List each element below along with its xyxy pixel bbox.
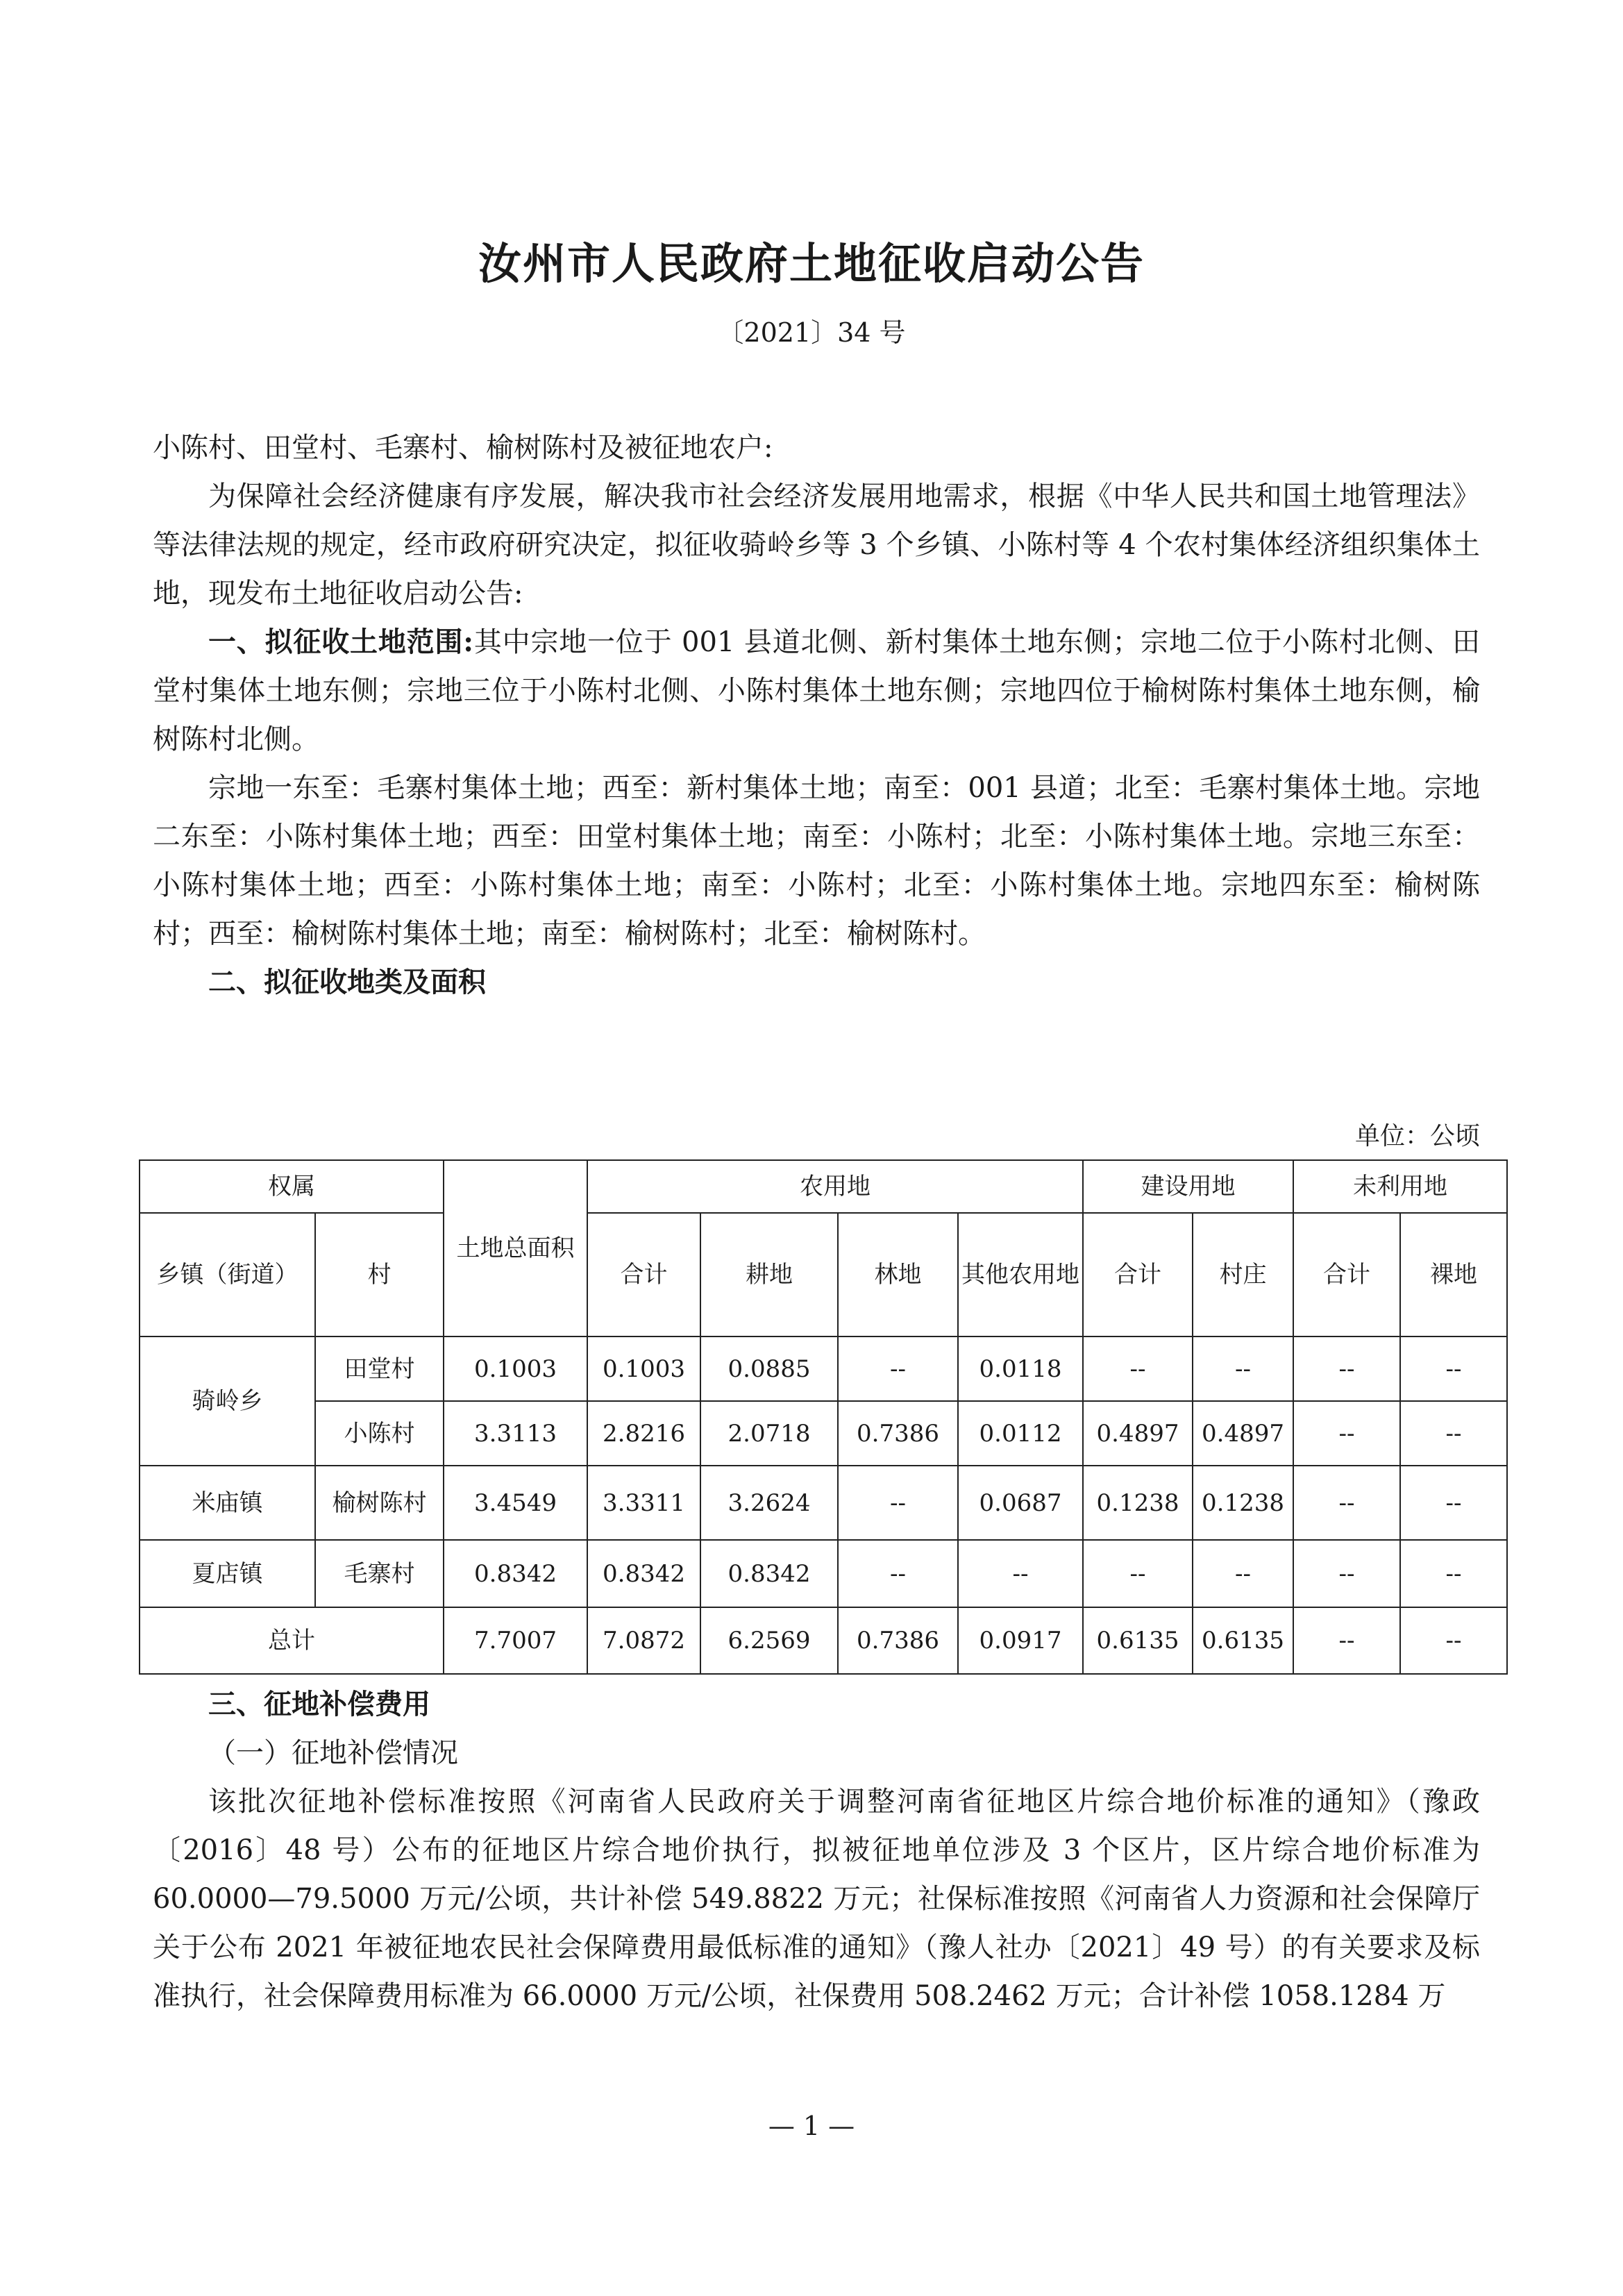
land-area-table	[139, 1159, 1508, 1675]
value-cell: 3.4549	[444, 1466, 587, 1540]
value-cell: 0.8342	[444, 1540, 587, 1607]
value-cell: 3.3311	[587, 1466, 700, 1540]
table-row	[140, 1401, 1507, 1466]
total-cell: 0.7386	[838, 1607, 958, 1674]
value-cell: --	[1193, 1540, 1293, 1607]
value-cell: 2.8216	[587, 1401, 700, 1466]
section1-text: 其中宗地一位于 001 县道北侧、新村集体土地东侧；宗地二位于小陈村北侧、田堂村集体土地东侧；宗地三位于小陈村北侧、小陈村集体土地东侧；宗地四位于榆树陈村集体土地东侧，榆树陈村北侧。	[153, 626, 1481, 755]
unit-label: 单位：公顷	[1354, 1122, 1480, 1150]
value-cell: 0.0118	[958, 1336, 1083, 1401]
header-cultivated: 耕地	[700, 1213, 838, 1336]
value-cell: --	[1293, 1466, 1400, 1540]
header-other-agri: 其他农用地	[958, 1213, 1083, 1336]
compensation-paragraph: 该批次征地补偿标准按照《河南省人民政府关于调整河南省征地区片综合地价标准的通知》（豫政〔2016〕48 号）公布的征地区片综合地价执行，拟被征地单位涉及 3 个区片，区片综合地价标准为 60.0000—79.5000 万元/公顷，共计补偿 549.8822 万元；社保标准按照《河南省人力资源和社会保障厅关于公布 2021 年被征地农民社会保障费用最低标准的通知》（豫人社办〔2021〕49 号）的有关要求及标准执行，社会保障费用标准为 66.0000 万元/公顷，社保费用 508.2462 万元；合计补偿 1058.1284 万	[153, 1786, 1480, 2012]
header-ownership: 权属	[140, 1160, 444, 1213]
table-row	[140, 1466, 1507, 1540]
value-cell: --	[1083, 1336, 1193, 1401]
value-cell: --	[1293, 1401, 1400, 1466]
value-cell: --	[838, 1540, 958, 1607]
value-cell: 0.0885	[700, 1336, 838, 1401]
body-section-1	[153, 424, 1480, 1007]
value-cell: --	[838, 1466, 958, 1540]
header-unused-subtotal: 合计	[1293, 1213, 1400, 1336]
value-cell: --	[1293, 1540, 1400, 1607]
value-cell: --	[1400, 1540, 1507, 1607]
intro-paragraph: 为保障社会经济健康有序发展，解决我市社会经济发展用地需求，根据《中华人民共和国土地管理法》等法律法规的规定，经市政府研究决定，拟征收骑岭乡等 3 个乡镇、小陈村等 4 个农村集体经济组织集体土地，现发布土地征收启动公告:	[153, 480, 1480, 610]
total-cell: 0.0917	[958, 1607, 1083, 1674]
value-cell: 0.0687	[958, 1466, 1083, 1540]
village-cell: 田堂村	[315, 1336, 444, 1401]
value-cell: 2.0718	[700, 1401, 838, 1466]
total-cell: 0.6135	[1083, 1607, 1193, 1674]
total-cell: --	[1293, 1607, 1400, 1674]
value-cell: --	[1400, 1466, 1507, 1540]
village-cell: 小陈村	[315, 1401, 444, 1466]
value-cell: --	[1400, 1401, 1507, 1466]
header-agricultural: 农用地	[587, 1160, 1083, 1213]
value-cell: --	[1193, 1336, 1293, 1401]
value-cell: 0.1238	[1083, 1466, 1193, 1540]
section3-subheading: （一）征地补偿情况	[208, 1737, 458, 1769]
value-cell: --	[958, 1540, 1083, 1607]
section2-heading: 二、拟征收地类及面积	[208, 966, 486, 998]
header-town: 乡镇（街道）	[140, 1213, 315, 1336]
table-row	[140, 1540, 1507, 1607]
total-label: 总计	[140, 1607, 444, 1674]
header-construction-subtotal: 合计	[1083, 1213, 1193, 1336]
village-cell: 榆树陈村	[315, 1466, 444, 1540]
total-cell: 6.2569	[700, 1607, 838, 1674]
value-cell: 0.8342	[587, 1540, 700, 1607]
total-cell: 0.6135	[1193, 1607, 1293, 1674]
value-cell: --	[838, 1336, 958, 1401]
value-cell: 3.2624	[700, 1466, 838, 1540]
town-cell: 米庙镇	[140, 1466, 315, 1540]
header-forest: 林地	[838, 1213, 958, 1336]
total-cell: --	[1400, 1607, 1507, 1674]
document-title: 汝州市人民政府土地征收启动公告	[478, 238, 1145, 289]
header-construction-village: 村庄	[1193, 1213, 1293, 1336]
section3-heading: 三、征地补偿费用	[208, 1688, 430, 1720]
value-cell: 0.1003	[444, 1336, 587, 1401]
value-cell: 0.0112	[958, 1401, 1083, 1466]
value-cell: --	[1293, 1336, 1400, 1401]
page-number: — 1 —	[768, 2111, 855, 2141]
value-cell: 0.8342	[700, 1540, 838, 1607]
value-cell: 0.4897	[1193, 1401, 1293, 1466]
body-section-3	[153, 1680, 1480, 2020]
value-cell: 0.4897	[1083, 1401, 1193, 1466]
document-number: 〔2021〕34 号	[717, 317, 906, 348]
value-cell: --	[1400, 1336, 1507, 1401]
header-total-area: 土地总面积	[444, 1160, 587, 1336]
table-row	[140, 1336, 1507, 1401]
header-unused-bare: 裸地	[1400, 1213, 1507, 1336]
header-agri-subtotal: 合计	[587, 1213, 700, 1336]
total-row	[140, 1607, 1507, 1674]
town-cell: 夏店镇	[140, 1540, 315, 1607]
section1-paragraph	[153, 618, 1480, 764]
header-unused: 未利用地	[1293, 1160, 1507, 1213]
value-cell: 0.7386	[838, 1401, 958, 1466]
header-village: 村	[315, 1213, 444, 1336]
total-cell: 7.7007	[444, 1607, 587, 1674]
value-cell: 3.3113	[444, 1401, 587, 1466]
addressee: 小陈村、田堂村、毛寨村、榆树陈村及被征地农户:	[153, 432, 773, 464]
boundaries-paragraph: 宗地一东至：毛寨村集体土地；西至：新村集体土地；南至：001 县道；北至：毛寨村集体土地。宗地二东至：小陈村集体土地；西至：田堂村集体土地；南至：小陈村；北至：小陈村集体土地。宗地三东至：小陈村集体土地；西至：小陈村集体土地；南至：小陈村；北至：小陈村集体土地。宗地四东至：榆树陈村；西至：榆树陈村集体土地；南至：榆树陈村；北至：榆树陈村。	[153, 772, 1480, 950]
town-cell: 骑岭乡	[140, 1336, 315, 1466]
section1-heading: 一、拟征收土地范围:	[208, 626, 474, 658]
total-cell: 7.0872	[587, 1607, 700, 1674]
value-cell: 0.1238	[1193, 1466, 1293, 1540]
village-cell: 毛寨村	[315, 1540, 444, 1607]
value-cell: --	[1083, 1540, 1193, 1607]
value-cell: 0.1003	[587, 1336, 700, 1401]
header-construction: 建设用地	[1083, 1160, 1293, 1213]
